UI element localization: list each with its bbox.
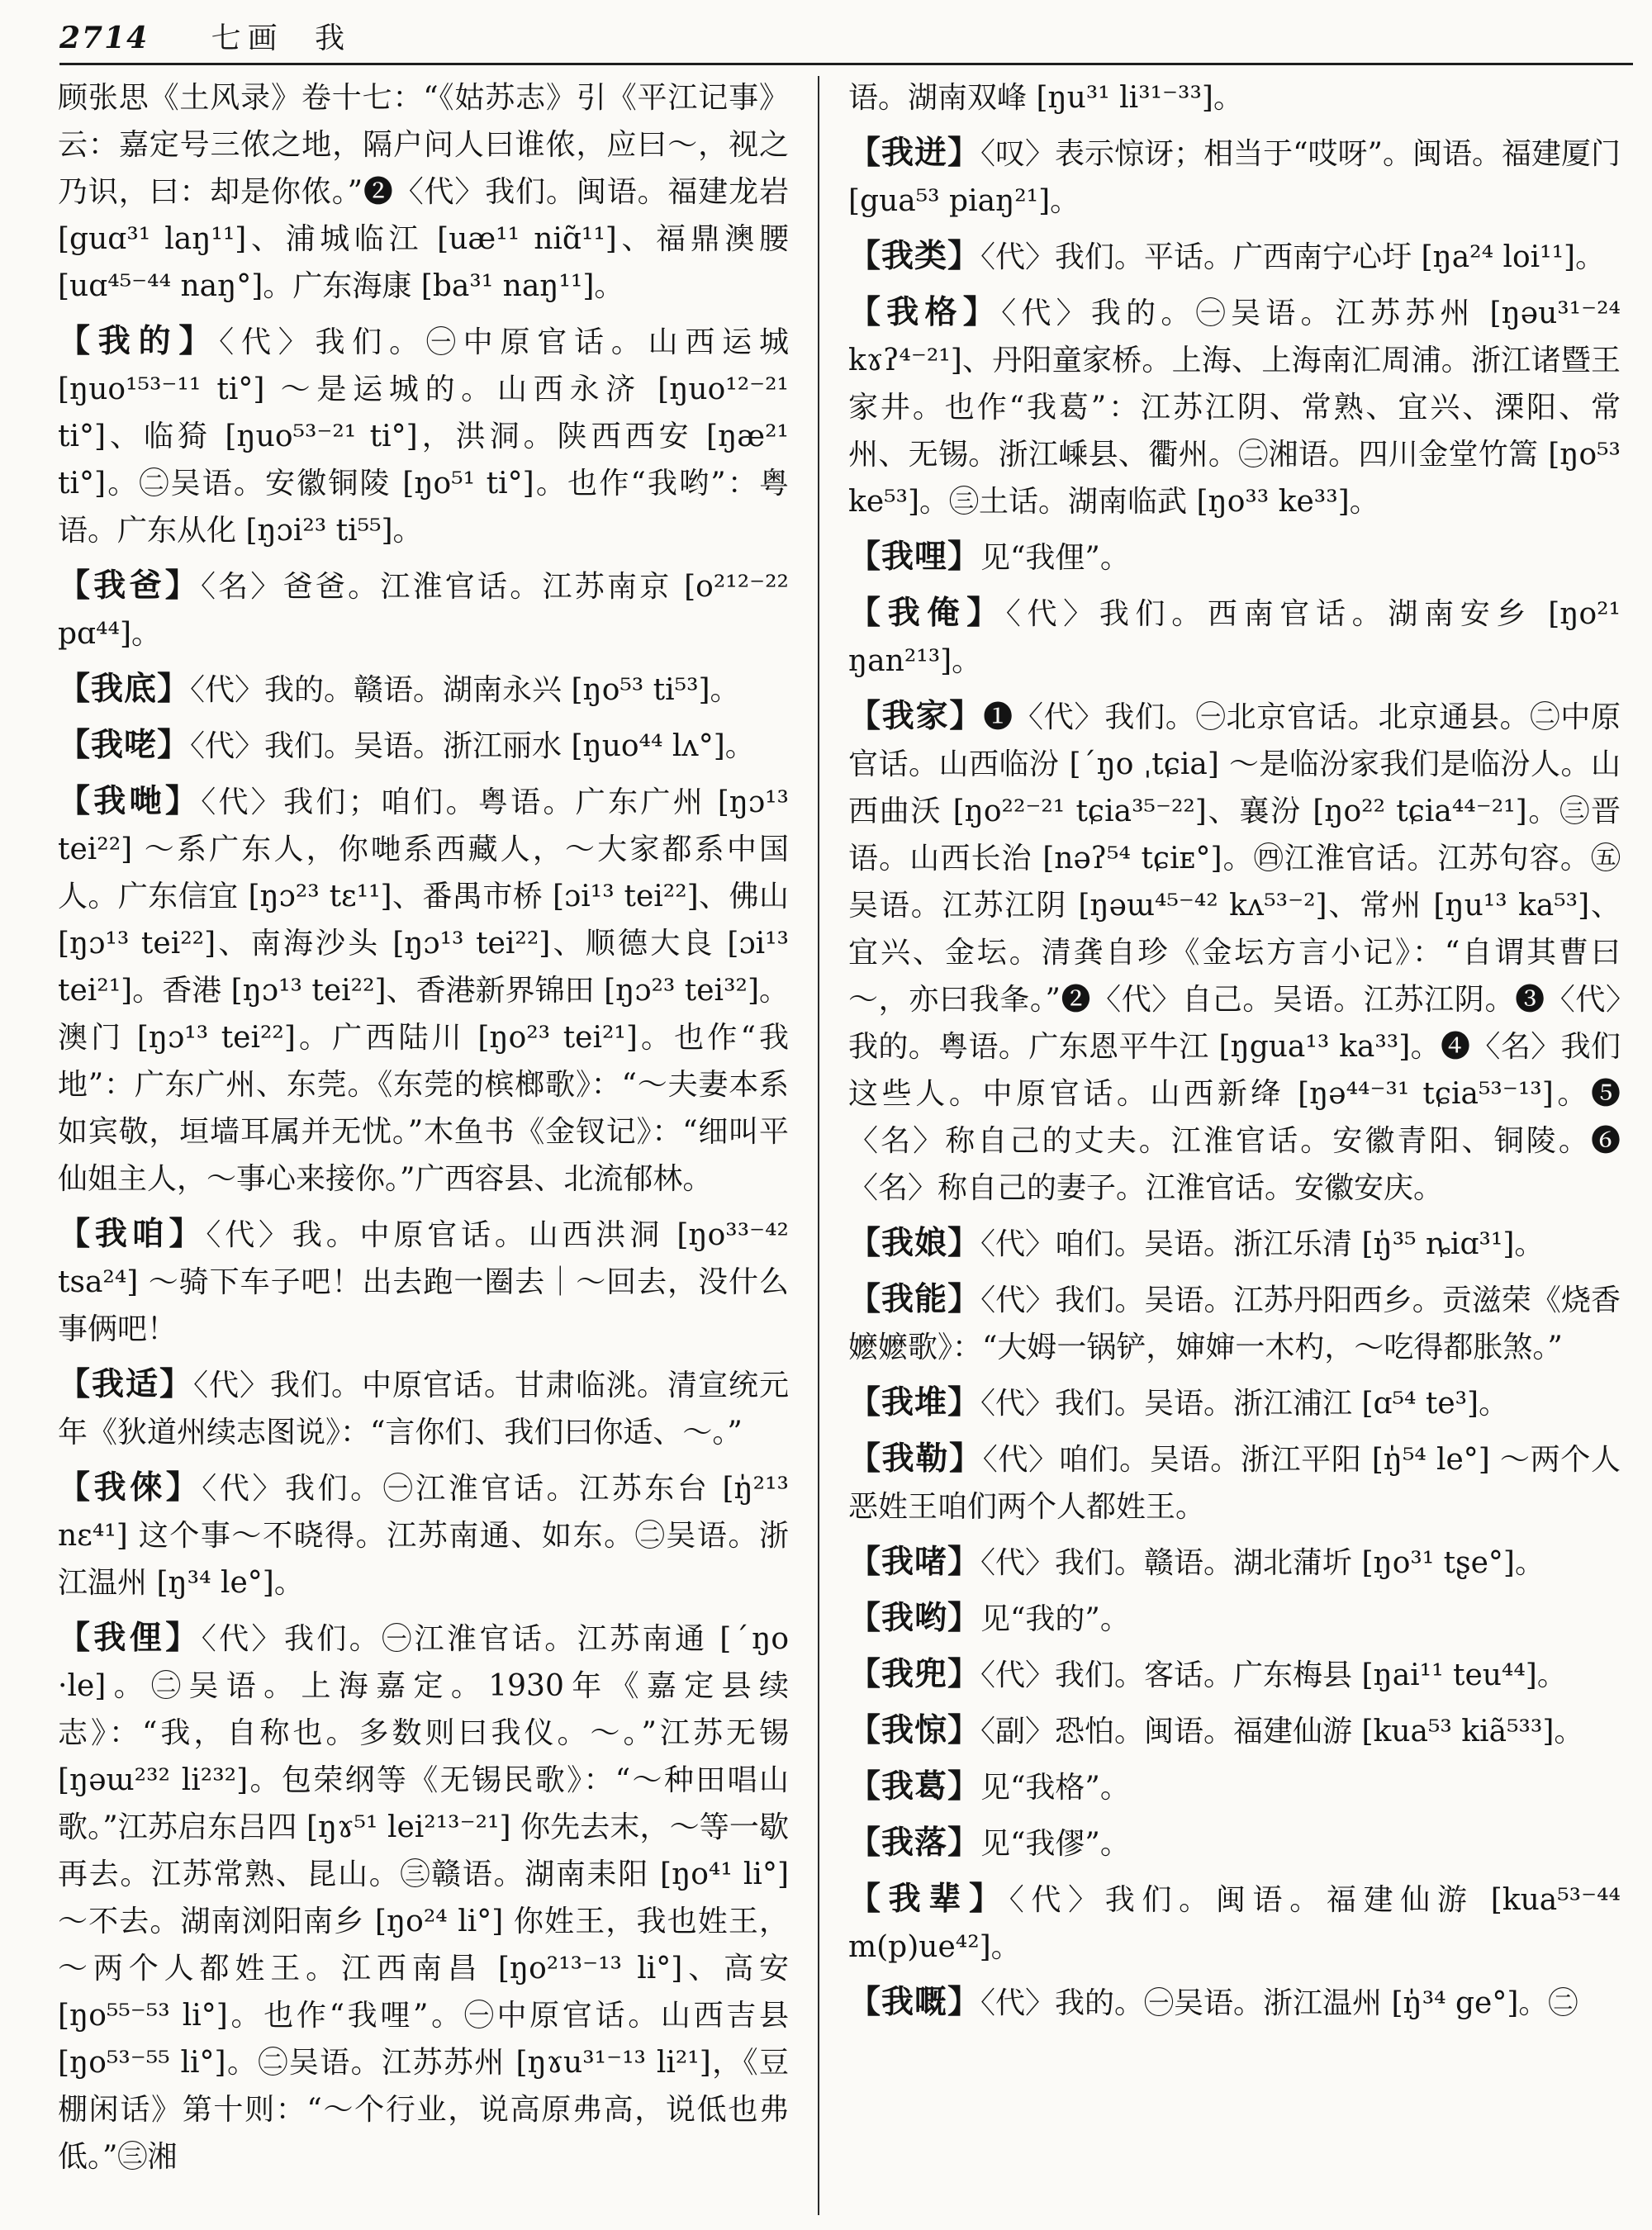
entry-headword: 【我家】 [848,697,984,735]
entry-headword: 【我哟】 [848,1599,981,1637]
entry-definition: 〈代〉我们。西南官话。湖南安乡 [ŋo²¹ ŋan²¹³]。 [848,597,1621,678]
entry-headword: 【我俺】 [848,594,1006,632]
dictionary-entry [848,1379,1621,1427]
entry-definition: 〈代〉我们。㊀江淮官话。江苏东台 [ŋ̍²¹³ nɛ⁴¹] 这个事～不晓得。江苏南通、如东。㊁吴语。浙江温州 [ŋ³⁴ le°]。 [58,1472,789,1600]
dictionary-entry [848,1876,1621,1971]
entry-headword: 【我惊】 [848,1711,981,1749]
column-divider [818,76,819,2215]
entry-headword: 【我兜】 [848,1655,981,1693]
continued-text: 顾张思《土风录》卷十七：“《姑苏志》引《平江记事》云：嘉定号三侬之地，隔户问人曰谁侬，应曰～，视之乃识，曰：却是你侬。”❷〈代〉我们。闽语。福建龙岩 [guɑ³¹ laŋ¹¹]、浦城临江 [uæ¹¹ niɑ̃¹¹]、福鼎澳腰 [uɑ⁴⁵⁻⁴⁴ naŋ°]。广东海康 [ba³¹ naŋ¹¹]。 [58,81,789,303]
dictionary-entry [848,1539,1621,1587]
entry-definition: ❶〈代〉我们。㊀北京官话。北京通县。㊁中原官话。山西临汾 [ˊŋo ˌtɕia] ～是临汾家我们是临汾人。山西曲沃 [ŋo²²⁻²¹ tɕia³⁵⁻²²]、襄汾 [ŋo²² tɕia⁴⁴⁻²¹]。㊂晋语。山西长治 [nəʔ⁵⁴ tɕiᴇ°]。㊃江淮官话。江苏句容。㊄吴语。江苏江阴 [ŋəɯ⁴⁵⁻⁴² kʌ⁵³⁻²]、常州 [ŋu¹³ ka⁵³]、宜兴、金坛。清龚自珍《金坛方言小记》：“自谓其曹曰～，亦曰我夆。”❷〈代〉自己。吴语。江苏江阴。❸〈代〉我的。粤语。广东恩平牛江 [ŋgua¹³ ka³³]。❹〈名〉我们这些人。中原官话。山西新绛 [ŋə⁴⁴⁻³¹ tɕia⁵³⁻¹³]。❺〈名〉称自己的丈夫。江淮官话。安徽青阳、铜陵。❻〈名〉称自己的妻子。江淮官话。安徽安庆。 [848,700,1621,1205]
entry-definition: 〈代〉我。中原官话。山西洪洞 [ŋo³³⁻⁴² tsa²⁴] ～骑下车子吧！出去跑一圈去｜～回去，没什么事俩吧！ [58,1218,789,1346]
entry-definition: 〈代〉我的。赣语。湖南永兴 [ŋo⁵³ ti⁵³]。 [190,673,740,707]
entry-headword: 【我堆】 [848,1383,981,1421]
dictionary-entry [848,1276,1621,1371]
entry-headword: 【我哩】 [848,538,981,576]
entry-definition: 〈名〉爸爸。江淮官话。江苏南京 [o²¹²⁻²² pɑ⁴⁴]。 [58,570,789,651]
right-column [848,74,1621,2222]
stroke-section: 七画 [211,21,284,55]
entry-headword: 【我咾】 [58,726,191,764]
dictionary-entry [58,1464,789,1606]
entry-definition: 〈代〉我们。吴语。浙江浦江 [ɑ⁵⁴ te³]。 [980,1387,1509,1421]
entry-headword: 【我迸】 [848,134,981,172]
entry-headword: 【我类】 [848,237,981,275]
entry-headword: 【我爸】 [58,567,201,605]
header-rule [59,63,1633,65]
left-column [58,74,789,2222]
entry-headword: 【我格】 [848,293,1002,331]
entry-definition: 〈代〉我们。㊀江淮官话。江苏南通 [ˊŋo ·le]。㊁吴语。上海嘉定。1930年《嘉定县续志》：“我，自称也。多数则曰我仪。～。”江苏无锡 [ŋəɯ²³² li²³²]。包荣纲等《无锡民歌》：“～种田唱山歌。”江苏启东吕四 [ŋɤ⁵¹ lei²¹³⁻²¹] 你先去末，～等一歇再去。江苏常熟、昆山。㊂赣语。湖南耒阳 [ŋo⁴¹ li°] ～不去。湖南浏阳南乡 [ŋo²⁴ li°] 你姓王，我也姓王，～两个人都姓王。江西南昌 [ŋo²¹³⁻¹³ li°]、高安 [ŋo⁵⁵⁻⁵³ li°]。也作“我哩”。㊀中原官话。山西吉县 [ŋo⁵³⁻⁵⁵ li°]。㊁吴语。江苏苏州 [ŋɤu³¹⁻¹³ li²¹]，《豆棚闲话》第十则：“～个行业，说高原弗高，说低也弗低。”㊂湘 [58,1622,789,2174]
entry-headword: 【我俚】 [58,1619,202,1657]
entry-headword: 【我嘅】 [848,1983,981,2021]
dictionary-entry [58,1211,789,1353]
dictionary-entry [58,562,789,657]
dictionary-entry [848,1651,1621,1699]
entry-definition: 〈代〉我们；咱们。粤语。广东广州 [ŋɔ¹³ tei²²] ～系广东人，你哋系西藏人，～大家都系中国人。广东信宜 [ŋɔ²³ tɛ¹¹]、番禺市桥 [ɔi¹³ tei²²]、佛山 [ŋɔ¹³ tei²²]、南海沙头 [ŋɔ¹³ tei²²]、顺德大良 [ɔi¹³ tei²¹]。香港 [ŋɔ¹³ tei²²]、香港新界锦田 [ŋɔ²³ tei³²]。澳门 [ŋɔ¹³ tei²²]。广西陆川 [ŋo²³ tei²¹]。也作“我地”：广东广州、东莞。《东莞的槟榔歌》：“～夫妻本系如宾敬，垣墙耳属并无忧。”木鱼书《金钗记》：“细叫平仙姐主人，～事心来接你。”广西容县、北流郁林。 [58,785,789,1196]
entry-headword: 【我哋】 [58,782,202,820]
entry-definition: 〈代〉我们。闽语。福建仙游 [kua⁵³⁻⁴⁴ m(p)ue⁴²]。 [848,1883,1621,1964]
entry-definition: 〈代〉我们。平话。广西南宁心圩 [ŋa²⁴ loi¹¹]。 [980,240,1606,274]
entry-definition: 见“我格”。 [980,1771,1130,1805]
dictionary-entry [848,693,1621,1212]
entry-headword: 【我啫】 [848,1543,981,1581]
entry-headword: 【我辈】 [848,1880,1009,1918]
entry-definition: 〈代〉咱们。吴语。浙江乐清 [ŋ̍³⁵ ȵiɑ³¹]。 [980,1227,1545,1261]
entry-headword: 【我的】 [58,322,220,360]
dictionary-entry [848,1820,1621,1867]
dictionary-entry [848,1763,1621,1811]
dictionary-entry [848,1595,1621,1643]
page-header [59,15,1629,61]
dictionary-entry [848,130,1621,225]
dictionary-entry [58,666,789,714]
page-number: 2714 [59,21,150,55]
continued-text: 语。湖南双峰 [ŋu³¹ li³¹⁻³³]。 [848,81,1243,115]
entry-definition: 〈代〉我们。赣语。湖北蒲圻 [ŋo³¹ tʂe°]。 [980,1546,1545,1580]
entry-headword: 【我倈】 [58,1468,202,1506]
entry-definition: 〈代〉我们。吴语。浙江丽水 [ŋuo⁴⁴ lʌ°]。 [190,729,755,763]
dictionary-entry [848,233,1621,281]
entry-definition: 见“我僇”。 [980,1827,1130,1861]
dictionary-entry [848,289,1621,525]
dictionary-entry [848,1707,1621,1755]
entry-headword: 【我勒】 [848,1440,983,1478]
entry-headword: 【我底】 [58,670,191,708]
entry-definition: 〈代〉我们。客话。广东梅县 [ŋai¹¹ teu⁴⁴]。 [980,1658,1567,1692]
dictionary-entry [58,778,789,1203]
dictionary-entry [848,534,1621,581]
entry-definition: 见“我俚”。 [980,541,1130,575]
entry-headword: 【我能】 [848,1280,981,1318]
entry-definition: 见“我的”。 [980,1602,1130,1636]
dictionary-entry [848,1435,1621,1530]
dictionary-entry [58,1615,789,2180]
entry-headword: 【我葛】 [848,1767,981,1805]
entry-definition: 〈代〉咱们。吴语。浙江平阳 [ŋ̍⁵⁴ le°] ～两个人恶姓王咱们两个人都姓王。 [848,1443,1621,1524]
dictionary-entry [848,1220,1621,1268]
entry-headword: 【我适】 [58,1365,193,1403]
entry-headword: 【我咱】 [58,1215,206,1253]
dictionary-entry [58,1361,789,1456]
dictionary-entry [58,318,789,554]
entry-definition: 〈副〉恐怕。闽语。福建仙游 [kua⁵³ kiã⁵³³]。 [980,1715,1584,1748]
entry-headword: 【我落】 [848,1824,981,1862]
entry-headword: 【我娘】 [848,1224,981,1262]
dictionary-entry [848,590,1621,685]
dictionary-entry [848,1979,1621,2027]
entry-definition: 〈代〉我们。中原官话。甘肃临洮。清宣统元年《狄道州续志图说》：“言你们、我们曰你适、～。” [58,1369,789,1450]
dictionary-entry [58,722,789,770]
header-character: 我 [315,21,345,55]
entry-definition: 〈代〉我们。吴语。江苏丹阳西乡。贡滋荣《烧香嬷嬷歌》：“大姆一锅铲，婶婶一木杓，～吃得都胀煞。” [848,1283,1621,1364]
entry-definition: 〈叹〉表示惊讶；相当于“哎呀”。闽语。福建厦门 [gua⁵³ piaŋ²¹]。 [848,137,1621,218]
entry-definition: 〈代〉我的。㊀吴语。浙江温州 [ŋ̍³⁴ ge°]。㊁ [980,1986,1578,2020]
entry-definition: 〈代〉我的。㊀吴语。江苏苏州 [ŋəu³¹⁻²⁴ kɤʔ⁴⁻²¹]、丹阳童家桥。上海、上海南汇周浦。浙江诸暨王家井。也作“我葛”：江苏江阴、常熟、宜兴、溧阳、常州、无锡。浙江嵊县、衢州。㊁湘语。四川金堂竹篙 [ŋo⁵³ ke⁵³]。㊂土话。湖南临武 [ŋo³³ ke³³]。 [848,297,1621,519]
entry-definition: 〈代〉我们。㊀中原官话。山西运城 [ŋuo¹⁵³⁻¹¹ ti°] ～是运城的。山西永济 [ŋuo¹²⁻²¹ ti°]、临猗 [ŋuo⁵³⁻²¹ ti°]，洪洞。陕西西安 [ŋæ²¹ ti°]。㊁吴语。安徽铜陵 [ŋo⁵¹ ti°]。也作“我哟”：粤语。广东从化 [ŋɔi²³ ti⁵⁵]。 [58,325,789,548]
